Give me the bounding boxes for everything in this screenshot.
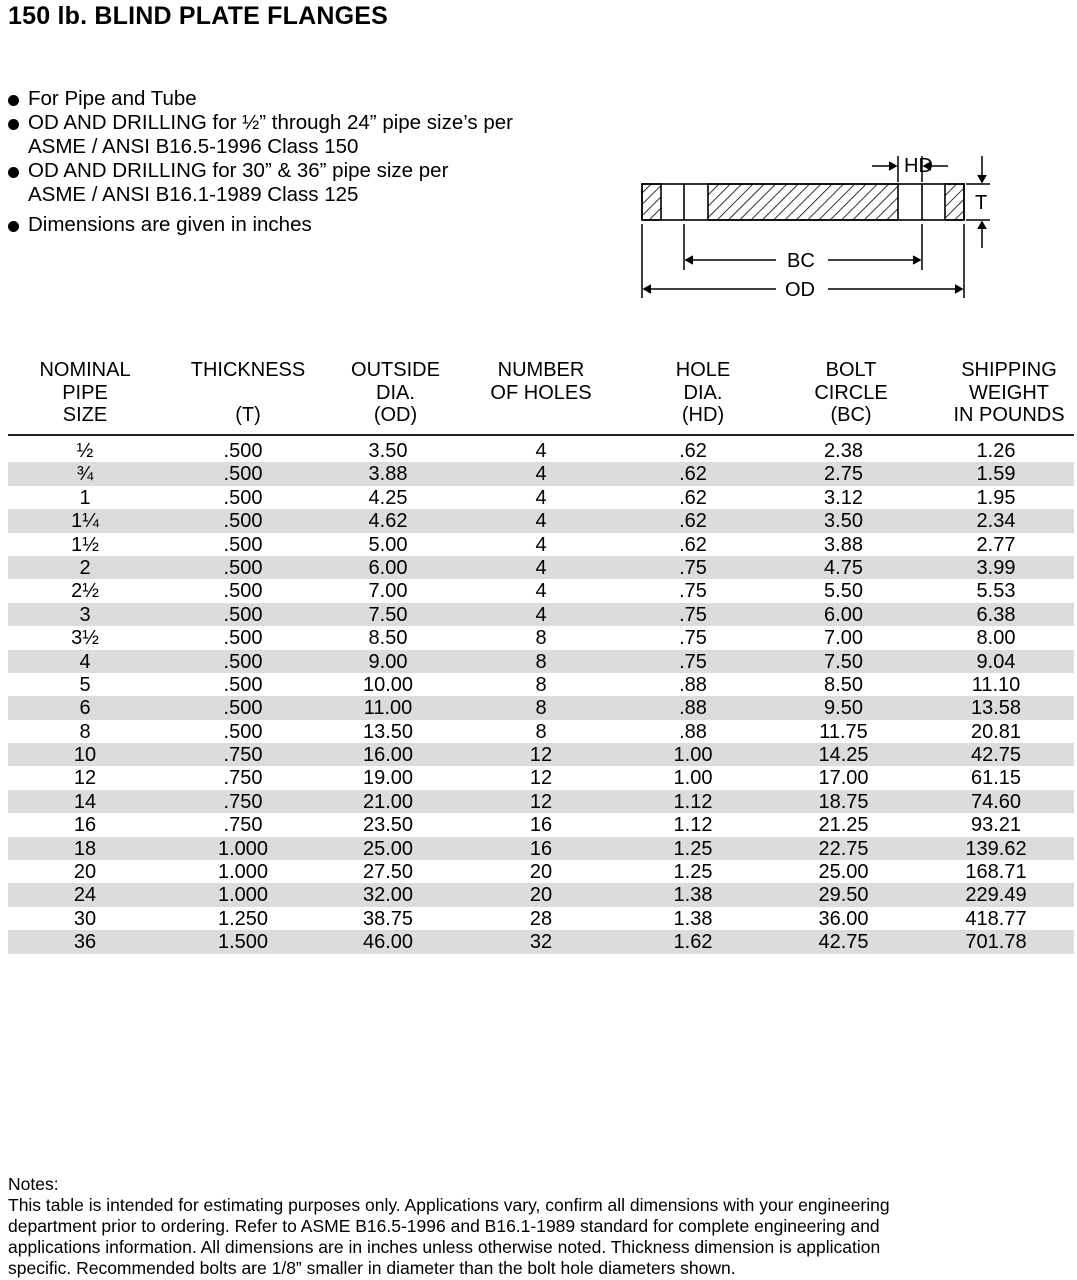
cell-number-of-holes: 28 <box>529 907 553 930</box>
page-title: 150 lb. BLIND PLATE FLANGES <box>8 2 388 30</box>
cell-outside-dia: 3.50 <box>368 440 408 462</box>
cell-number-of-holes: 4 <box>535 603 547 626</box>
cell-nominal-size: 12 <box>73 767 97 790</box>
table-row <box>8 439 1074 462</box>
cell-thickness: .500 <box>223 556 263 579</box>
cell-thickness: .500 <box>223 510 263 533</box>
cell-hole-dia: .75 <box>679 580 707 603</box>
cell-bolt-circle: 2.75 <box>824 463 863 486</box>
cell-number-of-holes: 4 <box>535 580 547 603</box>
table-row <box>8 930 1074 953</box>
cell-bolt-circle: 7.50 <box>824 650 863 673</box>
cell-number-of-holes: 4 <box>535 440 547 462</box>
cell-thickness: .750 <box>223 790 263 813</box>
cell-hole-dia: .62 <box>679 533 707 556</box>
t-label: T <box>975 192 988 214</box>
cell-outside-dia: 10.00 <box>362 673 414 696</box>
cell-hole-dia: .62 <box>679 486 707 509</box>
cell-hole-dia: .88 <box>679 720 707 743</box>
cell-hole-dia: .75 <box>679 650 707 673</box>
cell-nominal-size: 20 <box>73 861 97 884</box>
cell-nominal-size: 5 <box>79 673 91 696</box>
cell-number-of-holes: 20 <box>529 884 553 907</box>
cell-shipping-weight: 229.49 <box>965 884 1027 907</box>
cell-thickness: .500 <box>223 603 263 626</box>
cell-number-of-holes: 4 <box>535 463 547 486</box>
cell-nominal-size: 3 <box>79 603 91 626</box>
cell-shipping-weight: 9.04 <box>976 650 1016 673</box>
cell-thickness: .500 <box>223 673 263 696</box>
table-row <box>8 696 1074 719</box>
bullet-text: OD AND DRILLING for ½” through 24” pipe size’s per <box>28 111 513 134</box>
flange-table <box>8 439 1074 954</box>
cell-shipping-weight: 93.21 <box>970 814 1022 837</box>
cell-hole-dia: .88 <box>679 697 707 720</box>
header-hole-dia: HOLE DIA. (HD) <box>675 359 731 426</box>
cell-bolt-circle: 3.88 <box>824 533 863 556</box>
cell-bolt-circle: 8.50 <box>824 673 863 696</box>
cell-thickness: .500 <box>223 627 263 650</box>
cell-shipping-weight: 2.34 <box>976 510 1016 533</box>
cell-bolt-circle: 21.25 <box>818 814 869 837</box>
table-row <box>8 556 1074 579</box>
cell-bolt-circle: 36.00 <box>818 907 869 930</box>
flange-diagram <box>630 148 990 308</box>
bullet-text: For Pipe and Tube <box>28 87 197 110</box>
cell-bolt-circle: 4.75 <box>824 556 863 579</box>
cell-outside-dia: 7.00 <box>368 580 408 603</box>
cell-hole-dia: .75 <box>679 603 707 626</box>
cell-hole-dia: .75 <box>679 556 707 579</box>
bullet-item <box>8 87 513 111</box>
cell-shipping-weight: 13.58 <box>970 697 1022 720</box>
table-row <box>8 860 1074 883</box>
cell-number-of-holes: 12 <box>529 767 553 790</box>
notes-line: This table is intended for estimating purposes only. Applications vary, confirm all dimensions with your engineering <box>8 1195 890 1215</box>
bullet-text: ASME / ANSI B16.1-1989 Class 125 <box>28 183 359 206</box>
cell-thickness: .500 <box>223 697 263 720</box>
cell-nominal-size: ¾ <box>76 463 94 486</box>
cell-hole-dia: .62 <box>679 463 707 486</box>
cell-shipping-weight: 20.81 <box>970 720 1022 743</box>
cell-thickness: 1.500 <box>217 931 269 954</box>
cell-outside-dia: 19.00 <box>362 767 414 790</box>
bullet-text: Dimensions are given in inches <box>28 213 312 236</box>
cell-hole-dia: 1.38 <box>673 884 713 907</box>
cell-hole-dia: 1.12 <box>673 814 713 837</box>
cell-nominal-size: 1 <box>79 486 91 509</box>
table-row <box>8 743 1074 766</box>
bullet-text: ASME / ANSI B16.5-1996 Class 150 <box>28 135 359 158</box>
cell-bolt-circle: 22.75 <box>818 837 869 860</box>
cell-outside-dia: 4.25 <box>368 486 408 509</box>
cell-number-of-holes: 4 <box>535 533 547 556</box>
bullet-item <box>8 213 513 237</box>
table-row <box>8 837 1074 860</box>
cell-shipping-weight: 139.62 <box>965 837 1027 860</box>
cell-number-of-holes: 20 <box>529 861 553 884</box>
bullet-item <box>8 159 513 207</box>
table-row <box>8 509 1074 532</box>
cell-thickness: .500 <box>223 720 263 743</box>
cell-thickness: .500 <box>223 440 263 462</box>
table-row <box>8 813 1074 836</box>
cell-hole-dia: .62 <box>679 510 707 533</box>
notes-heading: Notes: <box>8 1174 59 1194</box>
cell-nominal-size: 14 <box>73 790 97 813</box>
cell-shipping-weight: 11.10 <box>971 673 1021 696</box>
header-thickness: THICKNESS (T) <box>190 359 306 426</box>
cell-number-of-holes: 32 <box>529 931 553 954</box>
cell-bolt-circle: 18.75 <box>818 790 869 813</box>
header-outside-dia: OUTSIDE DIA. (OD) <box>351 359 440 426</box>
cell-shipping-weight: 1.26 <box>976 440 1016 462</box>
cell-thickness: .500 <box>223 580 263 603</box>
cell-hole-dia: .88 <box>679 673 707 696</box>
cell-outside-dia: 7.50 <box>368 603 408 626</box>
cell-hole-dia: 1.25 <box>673 837 713 860</box>
cell-nominal-size: 36 <box>73 931 97 954</box>
bullet-dot-icon <box>8 167 19 178</box>
cell-shipping-weight: 168.71 <box>965 861 1027 884</box>
cell-outside-dia: 27.50 <box>362 861 414 884</box>
cell-outside-dia: 6.00 <box>368 556 408 579</box>
cell-thickness: 1.000 <box>217 837 269 860</box>
table-row <box>8 579 1074 602</box>
cell-bolt-circle: 2.38 <box>824 440 863 462</box>
notes-line: applications information. All dimensions are in inches unless otherwise noted. Thickness dimension is application <box>8 1237 881 1257</box>
bullet-item <box>8 111 513 159</box>
cell-thickness: 1.250 <box>217 907 269 930</box>
cell-nominal-size: 6 <box>79 697 91 720</box>
cell-shipping-weight: 5.53 <box>976 580 1016 603</box>
cell-nominal-size: 10 <box>73 744 97 767</box>
cell-shipping-weight: 74.60 <box>970 790 1022 813</box>
cell-number-of-holes: 12 <box>529 790 553 813</box>
table-header <box>8 359 1074 427</box>
bullet-text: OD AND DRILLING for 30” & 36” pipe size per <box>28 159 449 182</box>
table-row <box>8 720 1074 743</box>
cell-bolt-circle: 42.75 <box>818 931 869 954</box>
table-row <box>8 883 1074 906</box>
cell-bolt-circle: 29.50 <box>818 884 869 907</box>
cell-shipping-weight: 3.99 <box>976 556 1016 579</box>
notes-line: specific. Recommended bolts are 1/8” smaller in diameter than the bolt hole diameters shown. <box>8 1258 736 1278</box>
table-row <box>8 673 1074 696</box>
cell-hole-dia: 1.38 <box>673 907 713 930</box>
notes <box>8 1174 1070 1279</box>
cell-outside-dia: 23.50 <box>362 814 414 837</box>
cell-bolt-circle: 14.25 <box>818 744 869 767</box>
bc-label: BC <box>787 250 815 272</box>
cell-bolt-circle: 5.50 <box>824 580 863 603</box>
cell-nominal-size: 16 <box>73 814 97 837</box>
table-row <box>8 790 1074 813</box>
cell-bolt-circle: 25.00 <box>818 861 869 884</box>
cell-thickness: .500 <box>223 463 263 486</box>
cell-nominal-size: 4 <box>79 650 91 673</box>
cell-shipping-weight: 1.59 <box>976 463 1016 486</box>
cell-shipping-weight: 6.38 <box>976 603 1016 626</box>
table-row <box>8 533 1074 556</box>
cell-shipping-weight: 701.78 <box>965 931 1027 954</box>
notes-line: department prior to ordering. Refer to ASME B16.5-1996 and B16.1-1989 standard for complete engineering and <box>8 1216 880 1236</box>
cell-nominal-size: 18 <box>73 837 97 860</box>
cell-shipping-weight: 8.00 <box>976 627 1016 650</box>
cell-outside-dia: 11.00 <box>363 697 413 720</box>
cell-thickness: .500 <box>223 650 263 673</box>
hd-label: HD <box>904 155 933 177</box>
cell-thickness: .750 <box>223 767 263 790</box>
cell-number-of-holes: 12 <box>529 744 553 767</box>
table-row <box>8 907 1074 930</box>
cell-bolt-circle: 3.12 <box>824 486 863 509</box>
cell-shipping-weight: 1.95 <box>976 486 1016 509</box>
cell-outside-dia: 13.50 <box>362 720 414 743</box>
header-bolt-circle: BOLT CIRCLE (BC) <box>814 359 888 426</box>
bullet-list <box>8 87 513 237</box>
flange-cross-section <box>642 184 964 220</box>
table-row <box>8 462 1074 485</box>
table-row <box>8 486 1074 509</box>
cell-nominal-size: 2 <box>79 556 91 579</box>
header-shipping-weight: SHIPPING WEIGHT IN POUNDS <box>953 359 1065 426</box>
cell-thickness: 1.000 <box>217 861 269 884</box>
cell-nominal-size: 3½ <box>71 627 99 650</box>
cell-outside-dia: 38.75 <box>362 907 414 930</box>
cell-thickness: .750 <box>223 814 263 837</box>
cell-outside-dia: 4.62 <box>368 510 408 533</box>
cell-outside-dia: 32.00 <box>362 884 414 907</box>
cell-hole-dia: 1.62 <box>673 931 713 954</box>
cell-hole-dia: .62 <box>679 440 707 462</box>
cell-bolt-circle: 11.75 <box>819 720 868 743</box>
header-number-of-holes: NUMBER OF HOLES <box>490 359 592 404</box>
cell-thickness: .500 <box>223 533 263 556</box>
header-divider <box>8 434 1074 436</box>
cell-number-of-holes: 16 <box>529 837 553 860</box>
cell-nominal-size: 8 <box>79 720 91 743</box>
cell-nominal-size: 30 <box>73 907 97 930</box>
cell-outside-dia: 16.00 <box>362 744 414 767</box>
table-row <box>8 603 1074 626</box>
cell-outside-dia: 25.00 <box>362 837 414 860</box>
cell-hole-dia: 1.12 <box>673 790 713 813</box>
cell-thickness: 1.000 <box>217 884 269 907</box>
cell-nominal-size: 24 <box>73 884 97 907</box>
cell-thickness: .750 <box>223 744 263 767</box>
table-row <box>8 626 1074 649</box>
cell-hole-dia: 1.00 <box>673 744 713 767</box>
cell-shipping-weight: 2.77 <box>976 533 1016 556</box>
cell-number-of-holes: 8 <box>535 650 547 673</box>
cell-shipping-weight: 42.75 <box>970 744 1022 767</box>
bullet-dot-icon <box>8 95 19 106</box>
cell-number-of-holes: 8 <box>535 627 547 650</box>
od-label: OD <box>785 279 815 301</box>
cell-number-of-holes: 8 <box>535 673 547 696</box>
cell-outside-dia: 21.00 <box>362 790 414 813</box>
cell-outside-dia: 3.88 <box>368 463 408 486</box>
cell-hole-dia: 1.25 <box>673 861 713 884</box>
cell-number-of-holes: 4 <box>535 510 547 533</box>
cell-nominal-size: 2½ <box>71 580 99 603</box>
cell-nominal-size: 1¼ <box>71 510 99 533</box>
bullet-dot-icon <box>8 119 19 130</box>
cell-bolt-circle: 7.00 <box>824 627 863 650</box>
cell-outside-dia: 9.00 <box>368 650 408 673</box>
table-row <box>8 650 1074 673</box>
cell-outside-dia: 8.50 <box>368 627 408 650</box>
bullet-dot-icon <box>8 221 19 232</box>
cell-bolt-circle: 9.50 <box>824 697 863 720</box>
cell-nominal-size: 1½ <box>71 533 99 556</box>
cell-number-of-holes: 4 <box>535 486 547 509</box>
cell-hole-dia: .75 <box>679 627 707 650</box>
cell-number-of-holes: 8 <box>535 720 547 743</box>
cell-thickness: .500 <box>223 486 263 509</box>
cell-nominal-size: ½ <box>76 440 94 462</box>
header-nominal-pipe-size: NOMINAL PIPE SIZE <box>39 359 131 426</box>
cell-bolt-circle: 3.50 <box>824 510 863 533</box>
cell-number-of-holes: 16 <box>529 814 553 837</box>
cell-outside-dia: 5.00 <box>368 533 408 556</box>
table-row <box>8 766 1074 789</box>
cell-number-of-holes: 4 <box>535 556 547 579</box>
cell-bolt-circle: 6.00 <box>824 603 863 626</box>
cell-hole-dia: 1.00 <box>673 767 713 790</box>
cell-bolt-circle: 17.00 <box>818 767 869 790</box>
cell-shipping-weight: 418.77 <box>965 907 1027 930</box>
cell-number-of-holes: 8 <box>535 697 547 720</box>
cell-shipping-weight: 61.15 <box>970 767 1022 790</box>
cell-outside-dia: 46.00 <box>362 931 414 954</box>
